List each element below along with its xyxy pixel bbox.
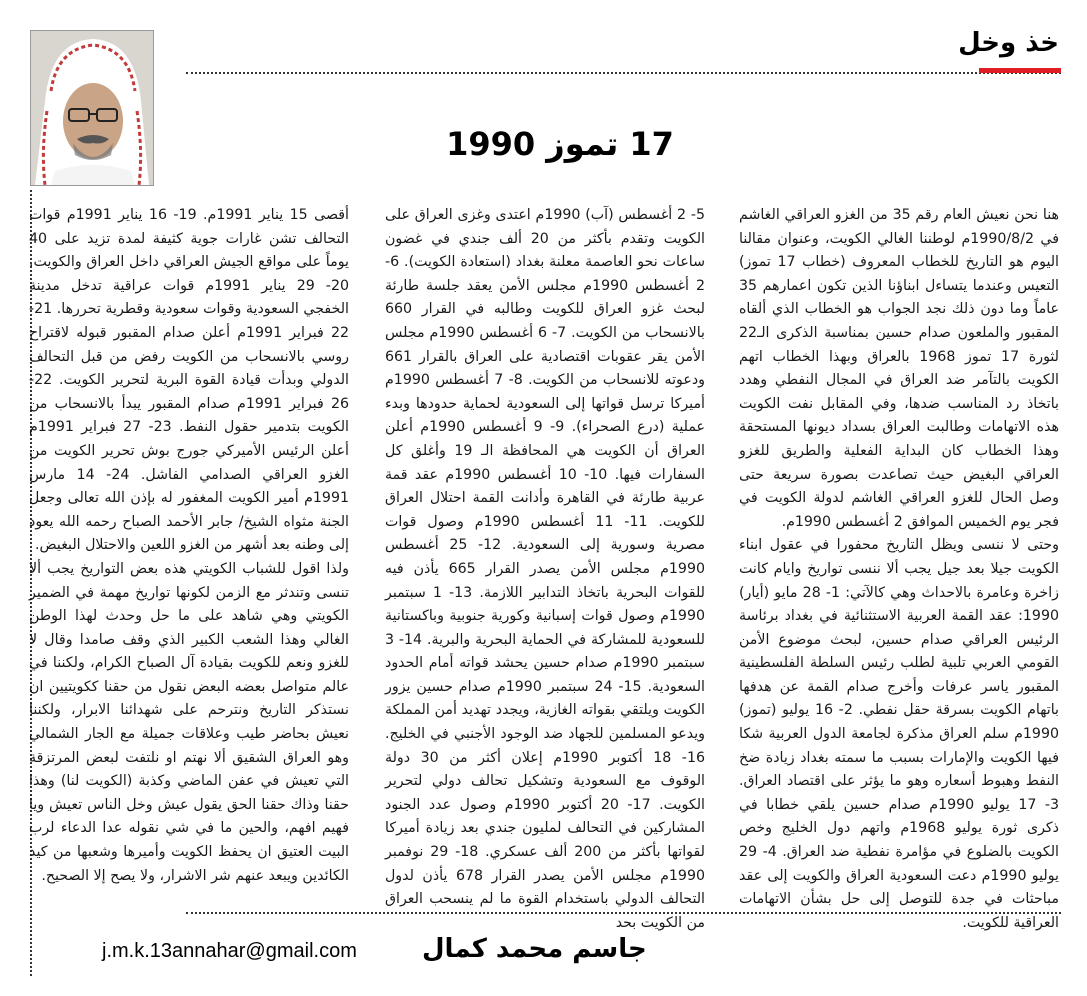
author-email[interactable]: j.m.k.13annahar@gmail.com xyxy=(102,940,357,962)
article-column-left xyxy=(29,204,349,894)
article-column-right xyxy=(739,204,1060,931)
header-divider xyxy=(186,72,1061,74)
paragraph: وحتى لا ننسى ويظل التاريخ محفورا في عقول ابناء الكويت جيلا بعد جيل يجب ألا ننسى تواريخ وايام كانت زاخرة وعامرة بالاحداث وهي كالآتي: 1- 28 مايو (أيار) 1990: عقد القمة العربية الاستثنائية في بغداد برئاسة الرئيس العراقي صدام حسين، لبحث موضوع الأمن القومي العربي تلبية لطلب رئيس السلطة الفلسطينية المقبور ياسر عرفات وأخرج صدام القمة عن هدفها باتهام الكويت بسرقة حقل نفطي. 2- 16 يوليو (تموز) 1990م سلم العراق مذكرة لجامعة الدول العربية شكا فيها الكويت والإمارات بسبب ما سمته بغداد زيادة ضخ النفط وهبوط أسعاره وهو ما يؤثر على اقتصاد العراق. 3- 17 يوليو 1990م صدام حسين يلقي خطابا في ذكرى ثورة يوليو 1968م واتهم دول الخليج وخص الكويت بالضلوع في مؤامرة نفطية ضد العراق. 4- 29 يوليو 1990م دعت السعودية العراق والكويت إلى عقد مباحثات في جدة للتوصل إلى حل بشأن الاتهامات العراقية للكويت. xyxy=(739,537,1060,931)
author-photo xyxy=(30,30,154,186)
section-title: خذ وخل xyxy=(958,28,1059,58)
paragraph: هنا نحن نعيش العام رقم 35 من الغزو العراقي الغاشم في 1990/8/2م لوطننا الغالي الكويت، وعنوان مقالنا اليوم هو التاريخ للخطاب المعروف (خطاب 17 تموز) التعيس وعندما يتساءل ابناؤنا الذين تكون اعمارهم 35 عاماً وما دون ذلك نجد الجواب هو الخطاب الذي ألقاه المقبور والملعون صدام حسين بمناسبة الذكرى الـ22 لثورة 17 تموز 1968 بالعراق وبهذا الخطاب اتهم الكويت بالتآمر ضد العراق في المجال النفطي وهدد باتخاذ رد المناسب ضدها، وفي المقابل نفت الكويت هذه الاتهامات وطالبت العراق بسداد ديونها المستحقة وهذا الخطاب كان البداية الفعلية والطريق للغزو العراقي البغيض حيث تصاعدت بصورة سريعة حتى وصل الحال للغزو العراقي الغاشم لدولة الكويت في فجر يوم الخميس الموافق 2 أغسطس 1990م. xyxy=(739,207,1059,530)
article-headline: 17 تموز 1990 xyxy=(446,125,674,163)
paragraph: ولذا اقول للشباب الكويتي هذه بعض التواريخ يجب ألا تنسى وتندثر مع الزمن لكونها تواريخ مهمة في الضمير الكويتي وهي شاهد على ما حل وحدث لهذا الوطن الغالي وهذا الشعب الكبير الذي وقف صامدا وقال لا للغزو ونعم للكويت بقيادة آل الصباح الكرام، ولكننا في عالم متواصل بعضه البعض نقول من حقنا ككويتيين ان نستذكر التاريخ ونترحم على شهدائنا الابرار، ولكننا نعيش بحاضر طيب وعلاقات جميلة مع الجار الشمالي وهو العراق الشقيق ألا نهتم او نلتفت لبعض المرتزقة التي تعيش في عفن الماضي وكذبة (الكويت لنا) وهذا حقنا وذاك حقنا الحق يقول عيش وخل الناس تعيش ويا فهيم افهم، والحين ما في شي نقوله عدا الدعاء لرب البيت العتيق ان يحفظ الكويت وأميرها وشعبها من كيد الكائدين ويبعد عنهم شر الاشرار، ولا يصح إلا الصحيح. xyxy=(29,560,349,884)
footer-divider xyxy=(186,912,1061,914)
author-name: جاسم محمد كمال xyxy=(422,934,647,964)
paragraph: 5- 2 أغسطس (آب) 1990م اعتدى وغزى العراق على الكويت وتقدم بأكثر من 20 ألف جندي في غضون ساعات نحو العاصمة معلنة بغداد (استعادة الكويت). 6- 2 أغسطس 1990م مجلس الأمن يعقد جلسة طارئة لبحث غزو العراق للكويت وطالبه في القرار 660 بالانسحاب من الكويت. 7- 6 أغسطس 1990م مجلس الأمن يقر عقوبات اقتصادية على العراق بالقرار 661 ودعوته للانسحاب من الكويت. 8- 7 أغسطس 1990م أميركا ترسل قواتها إلى السعودية لحماية حدودها وبدء عملية (درع الصحراء). 9- 9 أغسطس 1990م أعلن العراق أن الكويت هي المحافظة الـ 19 وأغلق كل السفارات فيها. 10- 10 أغسطس 1990م عقد قمة عربية طارئة في القاهرة وأدانت القمة احتلال العراق للكويت. 11- 11 أغسطس 1990م وصول قوات مصرية وسورية إلى السعودية. 12- 25 أغسطس 1990م مجلس الأمن يصدر القرار 665 يأذن فيه للقوات البحرية باتخاذ التدابير اللازمة. 13- 1 سبتمبر 1990م وصول قوات إسبانية وكورية جنوبية وباكستانية للسعودية للمشاركة في الحماية البحرية والبرية. 14- 3 سبتمبر 1990م صدام حسين يحشد قواته أمام الحدود السعودية. 15- 24 سبتمبر 1990م صدام حسين يزور الكويت ويلتقي بقواته الغازية، ويجدد تهديد أمن المملكة ويدعو المسلمين للجهاد ضد الوجود الأجنبي في الخليج. 16- 18 أكتوبر 1990م إعلان أكثر من 30 دولة الوقوف مع السعودية وتشكيل تحالف دولي لتحرير الكويت. 17- 20 أكتوبر 1990م وصول عدد الجنود المشاركين في التحالف لمليون جندي بعد زيادة أميركا لقواتها بأكثر من 200 ألف عسكري. 18- 29 نوفمبر 1990م مجلس الأمن يصدر القرار 678 يأذن لدول التحالف الدولي باستخدام القوة ما لم ينسحب العراق من الكويت بحد xyxy=(385,207,706,931)
header-accent-bar xyxy=(979,68,1061,73)
article-column-middle xyxy=(385,204,706,931)
article-footer xyxy=(30,930,1061,974)
paragraph: أقصى 15 يناير 1991م. 19- 16 يناير 1991م قوات التحالف تشن غارات جوية كثيفة لمدة تزيد على 40 يوماً على مواقع الجيش العراقي داخل العراق والكويت. 20- 29 يناير 1991م قوات عراقية تدخل مدينة الخفجي السعودية وقوات سعودية وقطرية تحررها. 21- 22 فبراير 1991م أعلن صدام المقبور قبوله لاقتراح روسي بالانسحاب من الكويت رفض من قبل التحالف الدولي وبدأت قيادة القوة البرية لتحرير الكويت. 22- 26 فبراير 1991م صدام المقبور يبدأ بالانسحاب من الكويت بتدمير حقول النفط. 23- 27 فبراير 1991م أعلن الرئيس الأميركي جورج بوش تحرير الكويت من الغزو العراقي الصدامي الفاشل. 24- 14 مارس 1991م أمير الكويت المغفور له بإذن الله تعالى وجعل الجنة مثواه الشيخ/ جابر الأحمد الصباح رحمه الله يعود إلى وطنه بعد أشهر من الغزو اللعين والاحتلال البغيض. xyxy=(29,207,349,554)
author-portrait-icon xyxy=(31,31,153,185)
